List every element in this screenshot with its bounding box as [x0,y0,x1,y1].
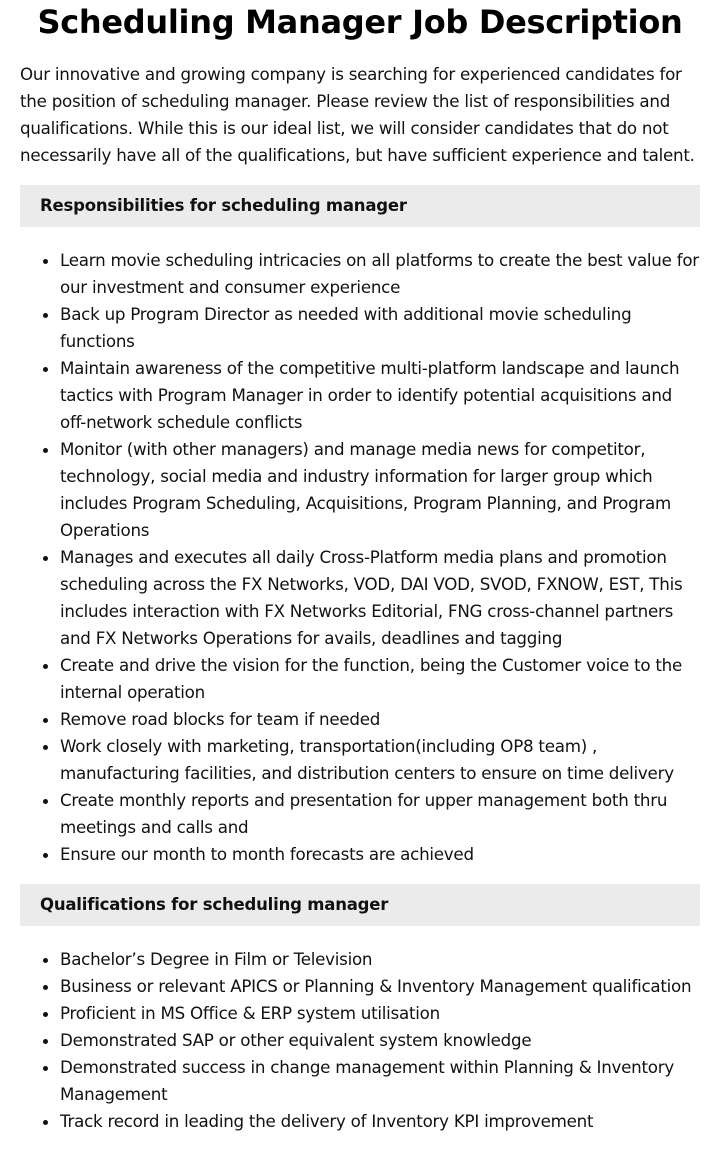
list-item: • Proficient in MS Office & ERP system utilisation [60,1000,700,1027]
list-item: • Remove road blocks for team if needed [60,706,700,733]
list-item: • Learn movie scheduling intricacies on all platforms to create the best value for our investment and consumer experience [60,247,700,301]
list-item: • Work closely with marketing, transportation(including OP8 team) , manufacturing facilities, and distribution centers to ensure on time delivery [60,733,700,787]
list-item: • Ensure our month to month forecasts are achieved [60,841,700,868]
list-item: • Create monthly reports and presentation for upper management both thru meetings and calls and [60,787,700,841]
list-item: • Track record in leading the delivery of Inventory KPI improvement [60,1108,700,1135]
list-item: • Demonstrated success in change management within Planning & Inventory Management [60,1054,700,1108]
qualifications-list [20,946,700,1135]
list-item: • Business or relevant APICS or Planning & Inventory Management qualification [60,973,700,1000]
list-item: • Create and drive the vision for the function, being the Customer voice to the internal operation [60,652,700,706]
list-item: • Maintain awareness of the competitive multi-platform landscape and launch tactics with Program Manager in order to identify potential acquisitions and off-network schedule conflicts [60,355,700,436]
responsibilities-heading: Responsibilities for scheduling manager [20,185,700,227]
list-item: • Manages and executes all daily Cross-Platform media plans and promotion scheduling across the FX Networks, VOD, DAI VOD, SVOD, FXNOW, EST, This includes interaction with FX Networks Editorial, FNG cross-channel partners and FX Networks Operations for avails, deadlines and tagging [60,544,700,652]
page-title: Scheduling Manager Job Description [37,3,683,41]
list-item: • Demonstrated SAP or other equivalent system knowledge [60,1027,700,1054]
list-item: • Back up Program Director as needed with additional movie scheduling functions [60,301,700,355]
list-item: • Monitor (with other managers) and manage media news for competitor, technology, social media and industry information for larger group which includes Program Scheduling, Acquisitions, Program Planning, and Program Operations [60,436,700,544]
qualifications-heading: Qualifications for scheduling manager [20,884,700,926]
responsibilities-list [20,247,700,868]
list-item: • Bachelor’s Degree in Film or Television [60,946,700,973]
intro-paragraph: Our innovative and growing company is searching for experienced candidates for the position of scheduling manager. Please review the list of responsibilities and qualifications. While this is our ideal list, we will consider candidates that do not necessarily have all of the qualifications, but have sufficient experience and talent. [20,64,695,165]
